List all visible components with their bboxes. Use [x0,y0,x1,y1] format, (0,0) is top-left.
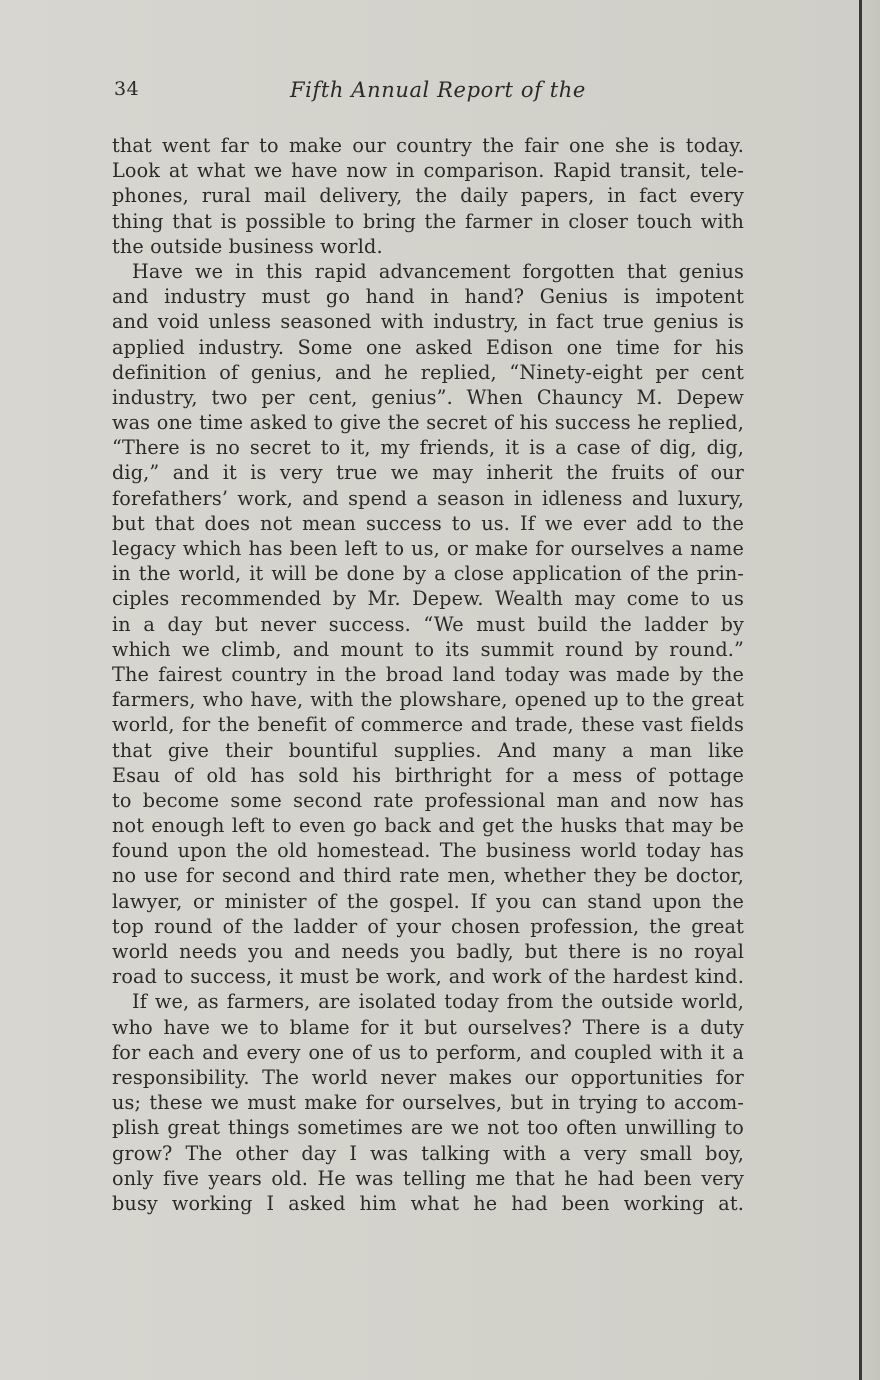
text-line: thing that is possible to bring the farmer in closer touch with [112,209,744,233]
running-title: Fifth Annual Report of the [290,78,586,102]
text-line: road to success, it must be work, and work of the hardest kind. [112,965,744,989]
text-line: but that does not mean success to us. If we ever add to the [112,511,744,535]
text-line: was one time asked to give the secret of his success he replied, [112,411,744,435]
text-line: “There is no secret to it, my friends, it is a case of dig, dig, [112,436,744,460]
text-line: forefathers’ work, and spend a season in idleness and luxury, [112,486,744,510]
text-line: and industry must go hand in hand? Genius is impotent [112,285,744,309]
text-line: which we climb, and mount to its summit round by round.” [112,637,744,661]
text-line: Have we in this rapid advancement forgotten that genius [132,259,744,283]
text-line: grow? The other day I was talking with a very small boy, [112,1141,744,1165]
text-line: who have we to blame for it but ourselves? There is a duty [112,1015,744,1039]
text-line: no use for second and third rate men, whether they be doctor, [112,864,744,888]
text-line: in the world, it will be done by a close application of the prin- [112,562,744,586]
text-line: only five years old. He was telling me that he had been very [112,1166,744,1190]
text-line: dig,” and it is very true we may inherit the fruits of our [112,461,744,485]
text-line: The fairest country in the broad land today was made by the [112,662,744,686]
text-line: us; these we must make for ourselves, but in trying to accom- [112,1091,744,1115]
text-line: lawyer, or minister of the gospel. If you can stand upon the [112,889,744,913]
text-line: for each and every one of us to perform, and coupled with it a [112,1040,744,1064]
text-line: world, for the benefit of commerce and trade, these vast fields [112,713,744,737]
text-line: world needs you and needs you badly, but there is no royal [112,940,744,963]
page-header [114,78,744,108]
body-text [112,133,744,1216]
text-line: farmers, who have, with the plowshare, opened up to the great [112,688,744,712]
text-line: Esau of old has sold his birthright for a mess of pottage [112,763,744,787]
page-edge-shadow [862,0,880,1380]
text-line: found upon the old homestead. The business world today has [112,839,744,863]
text-line: legacy which has been left to us, or make for ourselves a name [112,537,744,560]
text-line: not enough left to even go back and get the husks that may be [112,814,744,838]
text-line: busy working I asked him what he had been working at. [112,1191,744,1215]
text-line: top round of the ladder of your chosen profession, the great [112,914,744,938]
text-line: the outside business world. [112,234,383,258]
text-line: responsibility. The world never makes our opportunities for [112,1065,744,1089]
page-edge-line [859,0,862,1380]
text-line: Look at what we have now in comparison. Rapid transit, tele- [112,159,744,183]
text-line: that went far to make our country the fair one she is today. [112,134,744,157]
page-number: 34 [114,78,140,100]
text-line: phones, rural mail delivery, the daily papers, in fact every [112,184,744,208]
text-line: in a day but never success. “We must build the ladder by [112,612,744,636]
text-line: to become some second rate professional man and now has [112,788,744,812]
text-line: applied industry. Some one asked Edison one time for his [112,335,744,359]
text-line: that give their bountiful supplies. And many a man like [112,738,744,762]
text-line: definition of genius, and he replied, “Ninety-eight per cent [112,360,744,384]
text-line: ciples recommended by Mr. Depew. Wealth may come to us [112,587,744,611]
text-line: plish great things sometimes are we not too often unwilling to [112,1116,744,1140]
text-line: industry, two per cent, genius”. When Chauncy M. Depew [112,385,744,409]
text-line: and void unless seasoned with industry, in fact true genius is [112,310,744,334]
text-line: If we, as farmers, are isolated today from the outside world, [132,990,744,1014]
